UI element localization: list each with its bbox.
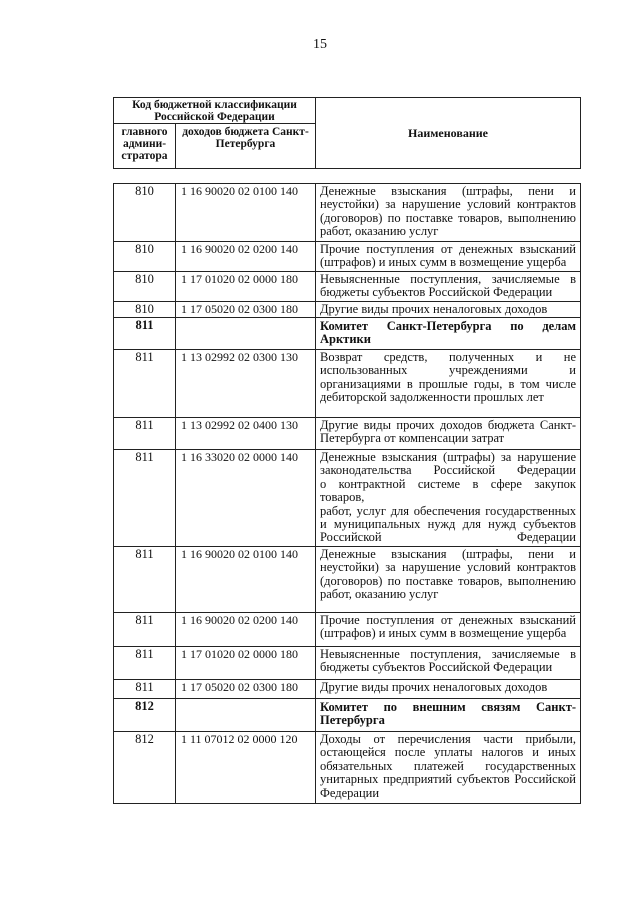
- table-row: [114, 184, 581, 242]
- name-cell: Прочие поступления от денежных взысканий (штрафов) и иных сумм в возмещение ущерба: [316, 612, 581, 646]
- admin-code-cell: 812: [114, 698, 176, 731]
- admin-code-cell: 810: [114, 301, 176, 317]
- admin-code-cell: 810: [114, 242, 176, 272]
- name-cell: Денежные взыскания (штрафы, пени и неустойки) за нарушение условий контрактов (договоров) по поставке товаров, выполнению работ, оказанию услуг: [316, 546, 581, 612]
- table-header: [113, 97, 581, 169]
- name-cell: Возврат средств, полученных и не использованных учреждениями и организациями в прошлые годы, в том числе дебиторской задолженности прошлых лет: [316, 350, 581, 418]
- table-row: [114, 546, 581, 612]
- table-row: [114, 242, 581, 272]
- name-cell: Денежные взыскания (штрафы) за нарушение законодательства Российской Федерации о контрактной системе в сфере закупок товаров, работ, услуг для обеспечения государственных и муниципальных нужд для нужд субъектов Российской Федерации: [316, 450, 581, 547]
- table-row: [114, 450, 581, 547]
- income-code-cell: 1 17 05020 02 0300 180: [176, 301, 316, 317]
- table-row: [114, 731, 581, 803]
- name-cell: Прочие поступления от денежных взысканий (штрафов) и иных сумм в возмещение ущерба: [316, 242, 581, 272]
- committee-row: [114, 698, 581, 731]
- income-code-cell: 1 17 05020 02 0300 180: [176, 679, 316, 698]
- admin-code-cell: 810: [114, 184, 176, 242]
- name-cell: Невыясненные поступления, зачисляемые в бюджеты субъектов Российской Федерации: [316, 646, 581, 679]
- admin-code-cell: 811: [114, 318, 176, 350]
- name-cell: Доходы от перечисления части прибыли, остающейся после уплаты налогов и иных обязательных платежей государственных унитарных предприятий субъектов Российской Федерации: [316, 731, 581, 803]
- admin-code-cell: 811: [114, 546, 176, 612]
- table-row: [114, 418, 581, 450]
- table-row: [114, 679, 581, 698]
- income-code-cell: 1 17 01020 02 0000 180: [176, 646, 316, 679]
- admin-code-cell: 811: [114, 612, 176, 646]
- income-code-cell: 1 13 02992 02 0400 130: [176, 418, 316, 450]
- committee-row: [114, 318, 581, 350]
- income-code-cell: [176, 318, 316, 350]
- admin-code-cell: 811: [114, 646, 176, 679]
- name-cell: Другие виды прочих неналоговых доходов: [316, 301, 581, 317]
- admin-code-cell: 811: [114, 679, 176, 698]
- name-cell: Другие виды прочих доходов бюджета Санкт-Петербурга от компенсации затрат: [316, 418, 581, 450]
- header-code-column: доходов бюджета Санкт-Петербурга: [176, 124, 316, 169]
- income-code-cell: [176, 698, 316, 731]
- admin-code-cell: 812: [114, 731, 176, 803]
- income-code-cell: 1 13 02992 02 0300 130: [176, 350, 316, 418]
- admin-code-cell: 811: [114, 450, 176, 547]
- income-code-cell: 1 16 90020 02 0100 140: [176, 546, 316, 612]
- page-number: 15: [313, 37, 327, 52]
- header-admin-column: главного админи-стратора: [114, 124, 176, 169]
- table-row: [114, 350, 581, 418]
- admin-code-cell: 811: [114, 418, 176, 450]
- income-code-cell: 1 16 90020 02 0200 140: [176, 242, 316, 272]
- name-cell: Комитет по внешним связям Санкт-Петербурга: [316, 698, 581, 731]
- table-row: [114, 271, 581, 301]
- name-cell: Комитет Санкт-Петербурга по делам Арктики: [316, 318, 581, 350]
- name-cell: Невыясненные поступления, зачисляемые в бюджеты субъектов Российской Федерации: [316, 271, 581, 301]
- classification-table: [113, 183, 581, 804]
- name-cell: Другие виды прочих неналоговых доходов: [316, 679, 581, 698]
- income-code-cell: 1 16 90020 02 0200 140: [176, 612, 316, 646]
- income-code-cell: 1 11 07012 02 0000 120: [176, 731, 316, 803]
- table-row: [114, 301, 581, 317]
- admin-code-cell: 810: [114, 271, 176, 301]
- header-name-column: Наименование: [316, 98, 581, 169]
- income-code-cell: 1 16 90020 02 0100 140: [176, 184, 316, 242]
- table-row: [114, 612, 581, 646]
- table-row: [114, 646, 581, 679]
- income-code-cell: 1 17 01020 02 0000 180: [176, 271, 316, 301]
- admin-code-cell: 811: [114, 350, 176, 418]
- income-code-cell: 1 16 33020 02 0000 140: [176, 450, 316, 547]
- name-cell: Денежные взыскания (штрафы, пени и неустойки) за нарушение условий контрактов (договоров) по поставке товаров, выполнению работ, оказанию услуг: [316, 184, 581, 242]
- header-group-label: Код бюджетной классификации Российской Федерации: [114, 98, 316, 124]
